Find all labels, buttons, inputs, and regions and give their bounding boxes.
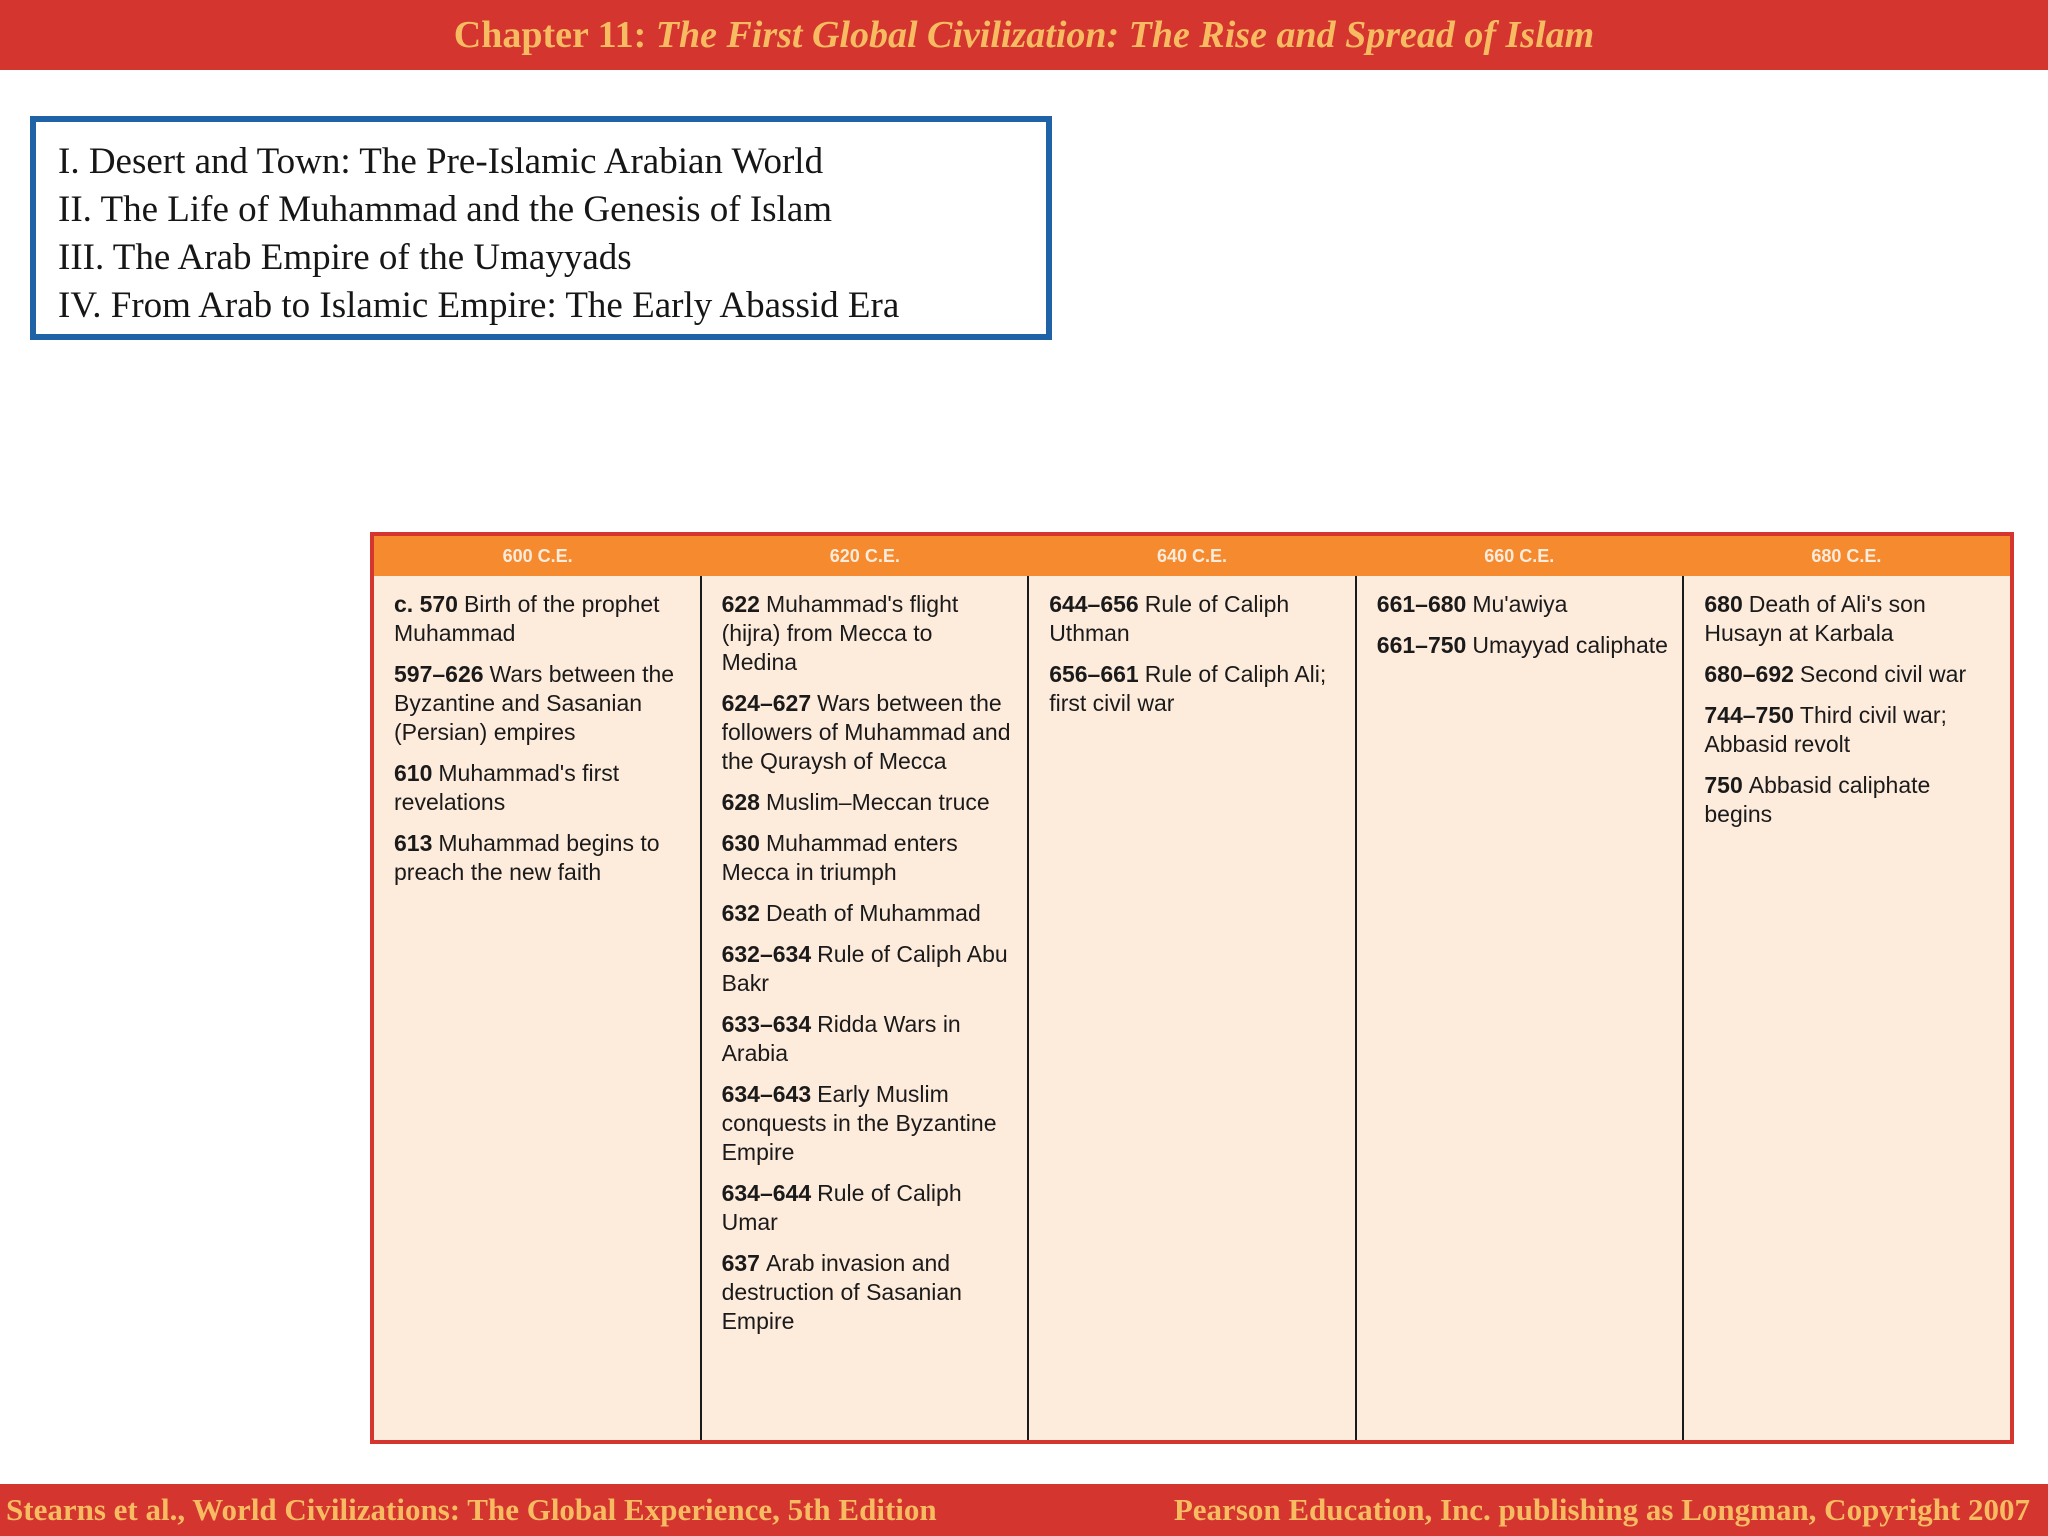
outline-item: II. The Life of Muhammad and the Genesis of Islam [58,189,833,230]
entry-date: 744–750 [1704,702,1794,728]
outline-item: III. The Arab Empire of the Umayyads [58,237,632,278]
footer [0,1484,2048,1536]
chapter-subtitle: The First Global Civilization: The Rise and Spread of Islam [655,14,1595,56]
entry-date: 628 [721,789,760,815]
timeline-body [374,576,2010,1440]
timeline-entry [1049,590,1341,648]
timeline-entry [722,829,1014,887]
entry-date: 634–644 [721,1180,812,1206]
entry-date: 633–634 [721,1011,812,1037]
entry-text: Muhammad's flight (hijra) from Mecca to Medina [721,591,959,675]
timeline-entry [722,940,1014,998]
timeline-entry [1377,631,1669,660]
timeline-column-heading: 640 C.E. [1156,545,1228,566]
entry-date: 632 [721,900,760,926]
chapter-label: Chapter 11: [453,14,647,56]
entry-text: Muhammad's first revelations [394,760,620,815]
entry-date: 613 [394,830,433,856]
timeline-entry [394,590,686,648]
entry-date: 622 [721,591,760,617]
timeline-column [700,576,1028,1440]
timeline-entry [1704,701,1996,759]
timeline-entry [1704,590,1996,648]
timeline-column-heading: 680 C.E. [1811,545,1882,566]
timeline-entry [722,1010,1014,1068]
entry-text: Rule of Caliph Uthman [1049,591,1290,646]
entry-date: 637 [721,1250,760,1276]
timeline-entry [722,788,1014,817]
timeline-column [374,576,700,1440]
entry-date: 661–680 [1376,591,1467,617]
timeline-entry [722,1249,1014,1336]
entry-text: Death of Muhammad [765,900,981,926]
timeline-entry [722,590,1014,677]
entry-text: Early Muslim conquests in the Byzantine Empire [721,1081,997,1165]
entry-text: Death of Ali's son Husayn at Karbala [1704,591,1926,646]
outline-item: IV. From Arab to Islamic Empire: The Early Abassid Era [58,285,900,326]
timeline-entry [1704,771,1996,829]
timeline-column-heading: 660 C.E. [1484,545,1555,566]
timeline-table [370,532,2014,1444]
entry-date: 644–656 [1049,591,1139,617]
timeline-entry [722,1080,1014,1167]
entry-text: Muslim–Meccan truce [765,789,990,815]
timeline-entry [394,829,686,887]
timeline-entry [722,1179,1014,1237]
timeline-entry [1377,590,1669,619]
entry-date: 656–661 [1049,661,1139,687]
footer-citation: Stearns et al., World Civilizations: The Global Experience, 5th Edition [6,1492,937,1527]
entry-date: 661–750 [1376,632,1467,658]
entry-date: c. 570 [394,591,458,617]
entry-date: 632–634 [721,941,812,967]
timeline-entry [394,660,686,747]
outline-item: I. Desert and Town: The Pre-Islamic Arabian World [58,141,824,182]
timeline-entry [1049,660,1341,718]
timeline-header-row [374,536,2010,576]
entry-date: 630 [721,830,760,856]
entry-text: Wars between the Byzantine and Sasanian (Persian) empires [394,661,675,745]
entry-text: Rule of Caliph Umar [721,1180,962,1235]
entry-text: Second civil war [1799,661,1967,687]
timeline-column-heading: 620 C.E. [829,545,900,566]
footer-copyright: Pearson Education, Inc. publishing as Longman, Copyright 2007 [1173,1492,2030,1527]
entry-text: Rule of Caliph Ali; first civil war [1049,661,1327,716]
entry-text: Mu'awiya [1472,591,1568,617]
timeline-column [1027,576,1355,1440]
chapter-outline [30,116,1052,340]
timeline-column-heading: 600 C.E. [502,545,573,566]
entry-text: Third civil war; Abbasid revolt [1704,702,1947,757]
entry-date: 750 [1704,772,1743,798]
entry-date: 610 [394,760,433,786]
entry-text: Rule of Caliph Abu Bakr [721,941,1008,996]
entry-text: Muhammad enters Mecca in triumph [721,830,958,885]
chapter-header [0,0,2048,70]
entry-text: Arab invasion and destruction of Sasanian Empire [721,1250,962,1334]
entry-date: 680–692 [1704,661,1794,687]
entry-date: 634–643 [721,1081,812,1107]
timeline-column [1682,576,2010,1440]
timeline-entry [1704,660,1996,689]
entry-text: Wars between the followers of Muhammad and the Quraysh of Mecca [721,690,1011,774]
timeline-entry [394,759,686,817]
entry-date: 680 [1704,591,1743,617]
entry-text: Umayyad caliphate [1472,632,1668,658]
entry-text: Muhammad begins to preach the new faith [394,830,660,885]
timeline-entry [722,689,1014,776]
entry-date: 624–627 [721,690,812,716]
entry-text: Birth of the prophet Muhammad [394,591,660,646]
entry-date: 597–626 [394,661,484,687]
entry-text: Abbasid caliphate begins [1704,772,1931,827]
timeline-column [1355,576,1683,1440]
timeline-entry [722,899,1014,928]
entry-text: Ridda Wars in Arabia [721,1011,961,1066]
